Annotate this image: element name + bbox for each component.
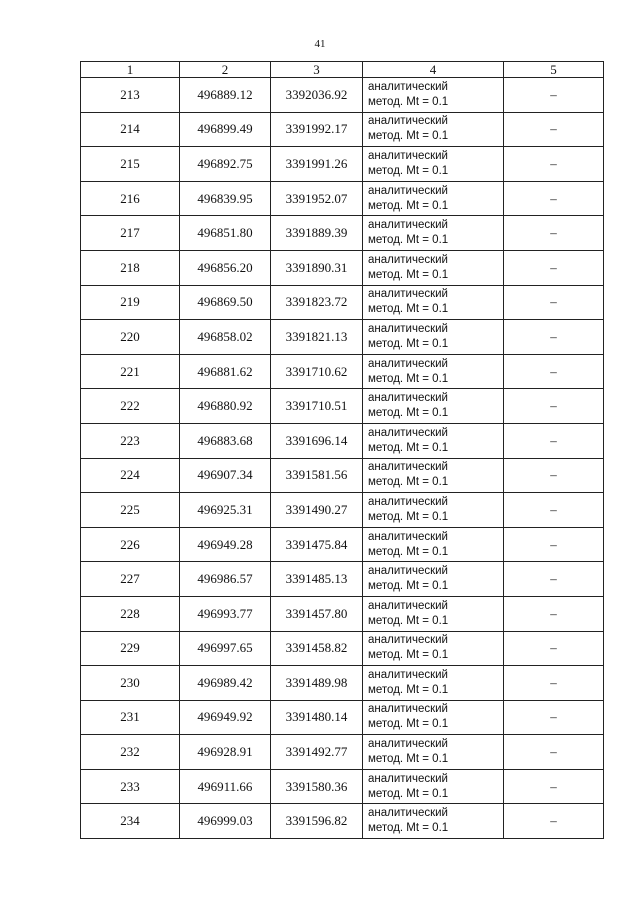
note-cell: – [504,735,604,770]
y-coordinate-cell: 3391710.62 [271,354,363,389]
point-number-cell: 231 [81,700,180,735]
method-cell [363,666,504,701]
y-coordinate-cell: 3392036.92 [271,78,363,113]
column-header-3: 3 [271,62,363,78]
table-row [81,527,604,562]
note-cell: – [504,562,604,597]
method-cell [363,493,504,528]
x-coordinate-cell: 496889.12 [180,78,271,113]
x-coordinate-cell: 496880.92 [180,389,271,424]
method-cell [363,562,504,597]
x-coordinate-cell: 496993.77 [180,596,271,631]
y-coordinate-cell: 3391485.13 [271,562,363,597]
y-coordinate-cell: 3391581.56 [271,458,363,493]
point-number-cell: 225 [81,493,180,528]
note-cell: – [504,493,604,528]
x-coordinate-cell: 496949.92 [180,700,271,735]
method-line-2: метод. Mt = 0.1 [368,234,449,247]
method-line-2: метод. Mt = 0.1 [368,545,449,558]
y-coordinate-cell: 3391475.84 [271,527,363,562]
table-row [81,493,604,528]
method-line-2: метод. Mt = 0.1 [368,268,449,281]
table-row [81,147,604,182]
method-line-2: метод. Mt = 0.1 [368,822,449,835]
column-header-1: 1 [81,62,180,78]
table-row [81,735,604,770]
method-line-1: аналитический [368,80,448,93]
method-cell [363,423,504,458]
note-cell: – [504,78,604,113]
x-coordinate-cell: 496839.95 [180,181,271,216]
table-row [81,216,604,251]
table-row [81,631,604,666]
method-line-2: метод. Mt = 0.1 [368,683,449,696]
method-line-1: аналитический [368,530,448,543]
x-coordinate-cell: 496949.28 [180,527,271,562]
note-cell: – [504,666,604,701]
method-cell [363,700,504,735]
y-coordinate-cell: 3391580.36 [271,769,363,804]
y-coordinate-cell: 3391823.72 [271,285,363,320]
note-cell: – [504,458,604,493]
point-number-cell: 226 [81,527,180,562]
x-coordinate-cell: 496986.57 [180,562,271,597]
y-coordinate-cell: 3391458.82 [271,631,363,666]
method-line-2: метод. Mt = 0.1 [368,580,449,593]
method-line-1: аналитический [368,115,448,128]
point-number-cell: 234 [81,804,180,839]
x-coordinate-cell: 496851.80 [180,216,271,251]
method-cell [363,804,504,839]
x-coordinate-cell: 496881.62 [180,354,271,389]
table-row [81,320,604,355]
x-coordinate-cell: 496911.66 [180,769,271,804]
x-coordinate-cell: 496883.68 [180,423,271,458]
x-coordinate-cell: 496858.02 [180,320,271,355]
x-coordinate-cell: 496928.91 [180,735,271,770]
method-cell [363,285,504,320]
point-number-cell: 229 [81,631,180,666]
y-coordinate-cell: 3391492.77 [271,735,363,770]
note-cell: – [504,147,604,182]
note-cell: – [504,423,604,458]
method-line-1: аналитический [368,599,448,612]
table-row [81,596,604,631]
method-cell [363,354,504,389]
x-coordinate-cell: 496869.50 [180,285,271,320]
note-cell: – [504,216,604,251]
table-row [81,804,604,839]
method-line-2: метод. Mt = 0.1 [368,372,449,385]
method-cell [363,769,504,804]
x-coordinate-cell: 496999.03 [180,804,271,839]
y-coordinate-cell: 3391710.51 [271,389,363,424]
y-coordinate-cell: 3391890.31 [271,250,363,285]
method-line-1: аналитический [368,738,448,751]
method-line-2: метод. Mt = 0.1 [368,164,449,177]
column-header-5: 5 [504,62,604,78]
method-cell [363,735,504,770]
x-coordinate-cell: 496899.49 [180,112,271,147]
point-number-cell: 233 [81,769,180,804]
method-line-1: аналитический [368,668,448,681]
method-cell [363,250,504,285]
method-line-1: аналитический [368,807,448,820]
x-coordinate-cell: 496925.31 [180,493,271,528]
method-line-2: метод. Mt = 0.1 [368,718,449,731]
method-cell [363,527,504,562]
method-line-1: аналитический [368,288,448,301]
note-cell: – [504,804,604,839]
table-row [81,78,604,113]
note-cell: – [504,285,604,320]
point-number-cell: 222 [81,389,180,424]
point-number-cell: 221 [81,354,180,389]
y-coordinate-cell: 3391992.17 [271,112,363,147]
method-line-2: метод. Mt = 0.1 [368,199,449,212]
note-cell: – [504,769,604,804]
x-coordinate-cell: 496989.42 [180,666,271,701]
method-line-1: аналитический [368,322,448,335]
method-line-1: аналитический [368,565,448,578]
point-number-cell: 223 [81,423,180,458]
method-cell [363,216,504,251]
x-coordinate-cell: 496907.34 [180,458,271,493]
method-line-1: аналитический [368,184,448,197]
point-number-cell: 217 [81,216,180,251]
coordinates-table [80,61,604,839]
column-header-2: 2 [180,62,271,78]
table-row [81,562,604,597]
method-line-2: метод. Mt = 0.1 [368,441,449,454]
method-line-2: метод. Mt = 0.1 [368,337,449,350]
y-coordinate-cell: 3391490.27 [271,493,363,528]
table-row [81,458,604,493]
method-line-2: метод. Mt = 0.1 [368,130,449,143]
method-line-2: метод. Mt = 0.1 [368,303,449,316]
table-row [81,112,604,147]
method-line-2: метод. Mt = 0.1 [368,510,449,523]
method-cell [363,181,504,216]
method-cell [363,596,504,631]
y-coordinate-cell: 3391457.80 [271,596,363,631]
method-line-2: метод. Mt = 0.1 [368,649,449,662]
page-number: 41 [314,38,326,50]
point-number-cell: 213 [81,78,180,113]
note-cell: – [504,596,604,631]
point-number-cell: 232 [81,735,180,770]
method-cell [363,631,504,666]
point-number-cell: 214 [81,112,180,147]
note-cell: – [504,631,604,666]
point-number-cell: 216 [81,181,180,216]
method-line-1: аналитический [368,495,448,508]
note-cell: – [504,700,604,735]
y-coordinate-cell: 3391489.98 [271,666,363,701]
point-number-cell: 224 [81,458,180,493]
method-line-2: метод. Mt = 0.1 [368,787,449,800]
method-line-2: метод. Mt = 0.1 [368,476,449,489]
table-row [81,285,604,320]
method-line-1: аналитический [368,219,448,232]
point-number-cell: 227 [81,562,180,597]
x-coordinate-cell: 496997.65 [180,631,271,666]
table-row [81,250,604,285]
note-cell: – [504,112,604,147]
table-row [81,666,604,701]
note-cell: – [504,181,604,216]
y-coordinate-cell: 3391821.13 [271,320,363,355]
method-cell [363,458,504,493]
method-cell [363,112,504,147]
y-coordinate-cell: 3391480.14 [271,700,363,735]
table-row [81,769,604,804]
y-coordinate-cell: 3391696.14 [271,423,363,458]
method-line-2: метод. Mt = 0.1 [368,407,449,420]
method-cell [363,147,504,182]
note-cell: – [504,354,604,389]
method-line-1: аналитический [368,772,448,785]
method-line-2: метод. Mt = 0.1 [368,614,449,627]
y-coordinate-cell: 3391889.39 [271,216,363,251]
table-row [81,354,604,389]
x-coordinate-cell: 496892.75 [180,147,271,182]
method-line-1: аналитический [368,357,448,370]
table-row [81,700,604,735]
table-body [81,78,604,839]
method-line-1: аналитический [368,392,448,405]
method-line-2: метод. Mt = 0.1 [368,95,449,108]
point-number-cell: 218 [81,250,180,285]
method-cell [363,320,504,355]
method-line-1: аналитический [368,703,448,716]
method-line-2: метод. Mt = 0.1 [368,753,449,766]
table-row [81,181,604,216]
method-line-1: аналитический [368,634,448,647]
table-header-row [81,62,604,78]
table-row [81,423,604,458]
point-number-cell: 215 [81,147,180,182]
note-cell: – [504,320,604,355]
method-cell [363,389,504,424]
y-coordinate-cell: 3391952.07 [271,181,363,216]
x-coordinate-cell: 496856.20 [180,250,271,285]
method-cell [363,78,504,113]
note-cell: – [504,250,604,285]
point-number-cell: 228 [81,596,180,631]
point-number-cell: 220 [81,320,180,355]
table-row [81,389,604,424]
point-number-cell: 219 [81,285,180,320]
column-header-4: 4 [363,62,504,78]
y-coordinate-cell: 3391991.26 [271,147,363,182]
method-line-1: аналитический [368,149,448,162]
method-line-1: аналитический [368,253,448,266]
point-number-cell: 230 [81,666,180,701]
method-line-1: аналитический [368,461,448,474]
method-line-1: аналитический [368,426,448,439]
note-cell: – [504,527,604,562]
note-cell: – [504,389,604,424]
y-coordinate-cell: 3391596.82 [271,804,363,839]
